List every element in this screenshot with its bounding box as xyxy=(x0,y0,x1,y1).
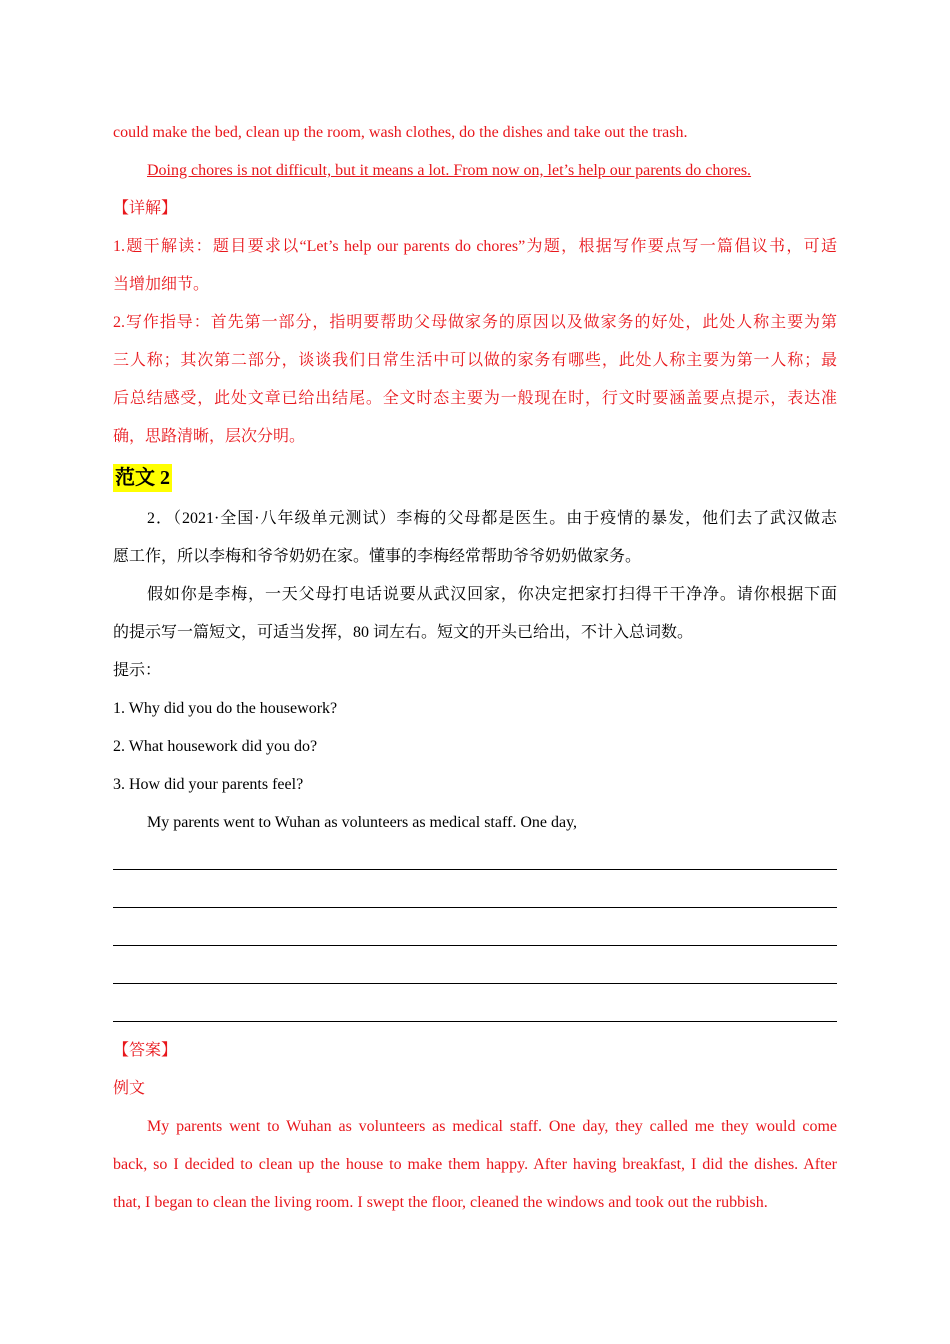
analysis-point1-line2: 当增加细节。 xyxy=(113,276,210,293)
writing-line[interactable] xyxy=(113,842,837,880)
writing-line[interactable] xyxy=(113,994,837,1032)
answer-closing-sentence: Doing chores is not difficult, but it means a lot. From now on, let’s help our parents do chores. xyxy=(147,162,752,179)
analysis-point2-line2: 三人称；其次第二部分，谈谈我们日常生活中可以做的家务有哪些，此处人称主要为第一人称；最 xyxy=(113,352,837,369)
analysis-point2-line1: 2.写作指导：首先第一部分，指明要帮助父母做家务的原因以及做家务的好处，此处人称主要为第 xyxy=(113,314,837,331)
answer-label: 【答案】 xyxy=(113,1042,178,1059)
writing-line[interactable] xyxy=(113,918,837,956)
writing-line[interactable] xyxy=(113,880,837,918)
hints-label: 提示： xyxy=(113,662,162,679)
hint-item: 1. Why did you do the housework? xyxy=(113,700,338,717)
answer-continuation: could make the bed, clean up the room, wash clothes, do the dishes and take out the trash. xyxy=(113,124,688,141)
hint-item: 3. How did your parents feel? xyxy=(113,776,304,793)
sample-essay-line1: My parents went to Wuhan as volunteers as medical staff. One day, they called me they would come xyxy=(147,1118,837,1135)
sample-essay-line2: back, so I decided to clean up the house to make them happy. After having breakfast, I did the dishes. After xyxy=(113,1156,837,1173)
analysis-point2-line4: 确，思路清晰，层次分明。 xyxy=(113,428,306,445)
question-line2: 愿工作，所以李梅和爷爷奶奶在家。懂事的李梅经常帮助爷爷奶奶做家务。 xyxy=(113,548,642,565)
question-line3: 假如你是李梅，一天父母打电话说要从武汉回家，你决定把家打扫得干干净净。请你根据下面 xyxy=(147,586,837,603)
section-title: 范文 2 xyxy=(113,464,172,492)
writing-line[interactable] xyxy=(113,956,837,994)
question-line1: 2．（2021·全国·八年级单元测试）李梅的父母都是医生。由于疫情的暴发，他们去了武汉做志 xyxy=(147,510,837,527)
analysis-label: 【详解】 xyxy=(113,200,178,217)
essay-opening: My parents went to Wuhan as volunteers as medical staff. One day, xyxy=(147,814,578,831)
analysis-point2-line3: 后总结感受，此处文章已给出结尾。全文时态主要为一般现在时，行文时要涵盖要点提示，表达准 xyxy=(113,390,837,407)
question-line4: 的提示写一篇短文，可适当发挥，80 词左右。短文的开头已给出，不计入总词数。 xyxy=(113,624,694,641)
sample-essay-line3: that, I began to clean the living room. I swept the floor, cleaned the windows and took out the rubbish. xyxy=(113,1194,768,1211)
sample-label: 例文 xyxy=(113,1080,146,1097)
document-page xyxy=(113,114,837,1222)
analysis-point1-line1: 1.题干解读：题目要求以“Let’s help our parents do chores”为题，根据写作要点写一篇倡议书，可适 xyxy=(113,238,837,255)
hint-item: 2. What housework did you do? xyxy=(113,738,318,755)
